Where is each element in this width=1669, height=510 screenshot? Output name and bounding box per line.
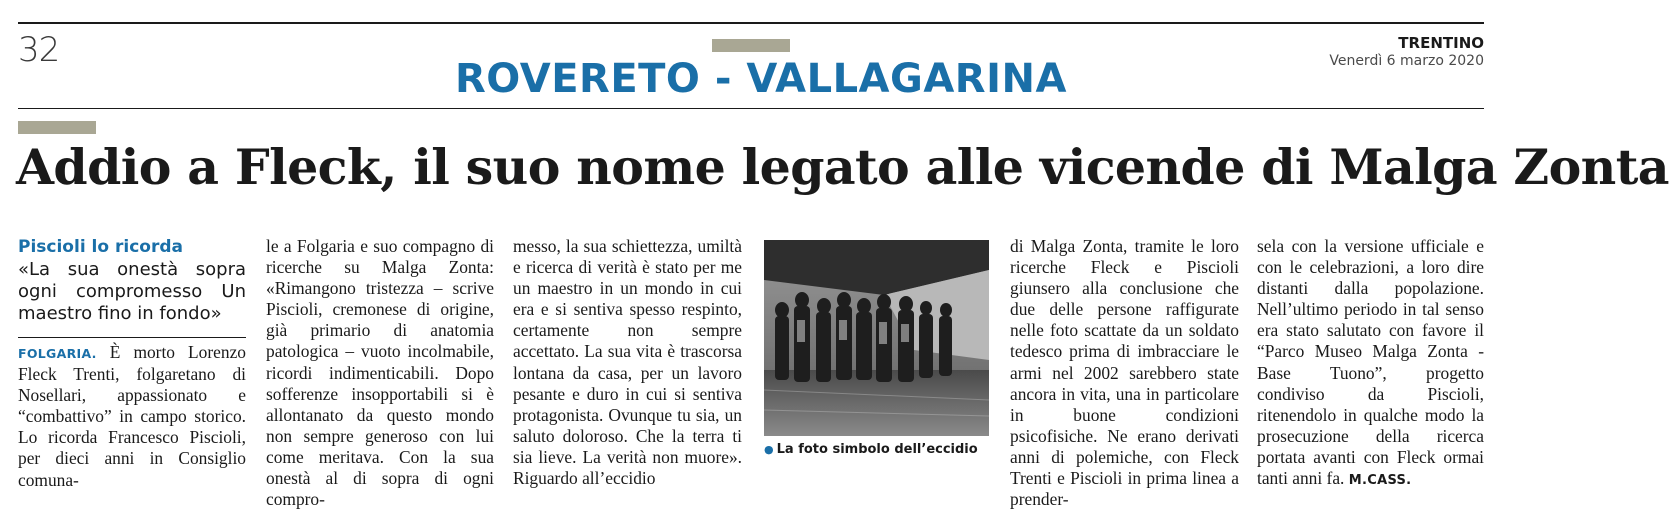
article-column-2 <box>266 236 494 510</box>
pull-quote: «La sua onestà sopra ogni compromesso Un maestro fino in fondo» <box>18 259 246 324</box>
dateline: FOLGARIA. <box>18 346 97 361</box>
article-column-3 <box>513 236 742 489</box>
column-1-body: È morto Lorenzo Fleck Trenti, folgaretano di Nosellari, appassionato e “combattivo” in campo storico. Lo ricorda Francesco Piscioli, per dieci anni in Consiglio comuna- <box>18 342 246 490</box>
column-2-text: le a Folgaria e suo compagno di ricerche su Malga Zonta: «Rimangono tristezza – scrive Piscioli, cremonese di origine, già primario di anatomia patologica – vuoto incolmabile, ricordi indimenticabili. Dopo sofferenze insopportabili si è allontanato da questo mondo non sempre generoso con lui come meritava. Con la sua onestà al di sopra di ogni compro- <box>266 236 494 510</box>
page-number: 32 <box>18 30 60 70</box>
author-signature: M.CASS. <box>1348 473 1412 489</box>
column-3-text: messo, la sua schiettezza, umiltà e ricerca di verità è stato per me un maestro in un mondo in cui era e si sentiva spesso respinto, certamente non sempre accettato. La sua vita è trascorsa lontana da casa, per un lavoro pesante e duro in cui si sentiva protagonista. Ovunque tu sia, un saluto doloroso. Che la terra ti sia lieve. La verità non muore». Riguardo all’eccidio <box>513 236 742 489</box>
headline: Addio a Fleck, il suo nome legato alle vicende di Malga Zonta <box>16 138 1669 196</box>
masthead <box>1329 34 1484 69</box>
column-5-body: sela con la versione ufficiale e con le celebrazioni, a loro dire distanti dalla popolazione. Nell’ultimo periodo in tal senso era stato salutato con favore il “Parco Museo Malga Zonta - Base Tuono”, progetto condiviso da Piscioli, ritenendolo in qualche modo la prosecuzione della ricerca portata avanti con Fleck ormai tanti anni fa. <box>1257 236 1484 489</box>
masthead-date: Venerdì 6 marzo 2020 <box>1329 53 1484 69</box>
kicker-bar <box>18 121 96 134</box>
photo-caption <box>764 442 978 457</box>
article-column-1 <box>18 236 246 491</box>
bullet-icon: ● <box>764 443 774 456</box>
pull-quote-divider <box>18 337 246 338</box>
column-4-text: di Malga Zonta, tramite le loro ricerche Fleck e Piscioli giunsero alla conclusione che due delle persone raffigurate nelle foto scattate da un soldato tedesco prima di imbracciare le armi nel 2002 sarebbero state ancora in vita, una in particolare in buone condizioni psicofisiche. Ne erano derivati anni di polemiche, con Fleck Trenti e Piscioli in prima linea a prender- <box>1010 236 1239 510</box>
top-rule <box>18 22 1484 24</box>
article-column-5 <box>1257 236 1484 491</box>
pull-quote-label: Piscioli lo ricorda <box>18 237 183 257</box>
section-tab <box>712 39 790 52</box>
column-5-text <box>1257 236 1484 491</box>
header-divider <box>18 108 1484 109</box>
column-1-text <box>18 342 246 491</box>
article-column-4 <box>1010 236 1239 510</box>
section-title: ROVERETO - VALLAGARINA <box>455 56 1067 102</box>
photo-caption-text: La foto simbolo dell’eccidio <box>776 442 978 457</box>
masthead-name: TRENTINO <box>1398 34 1484 52</box>
article-photo <box>764 240 989 436</box>
